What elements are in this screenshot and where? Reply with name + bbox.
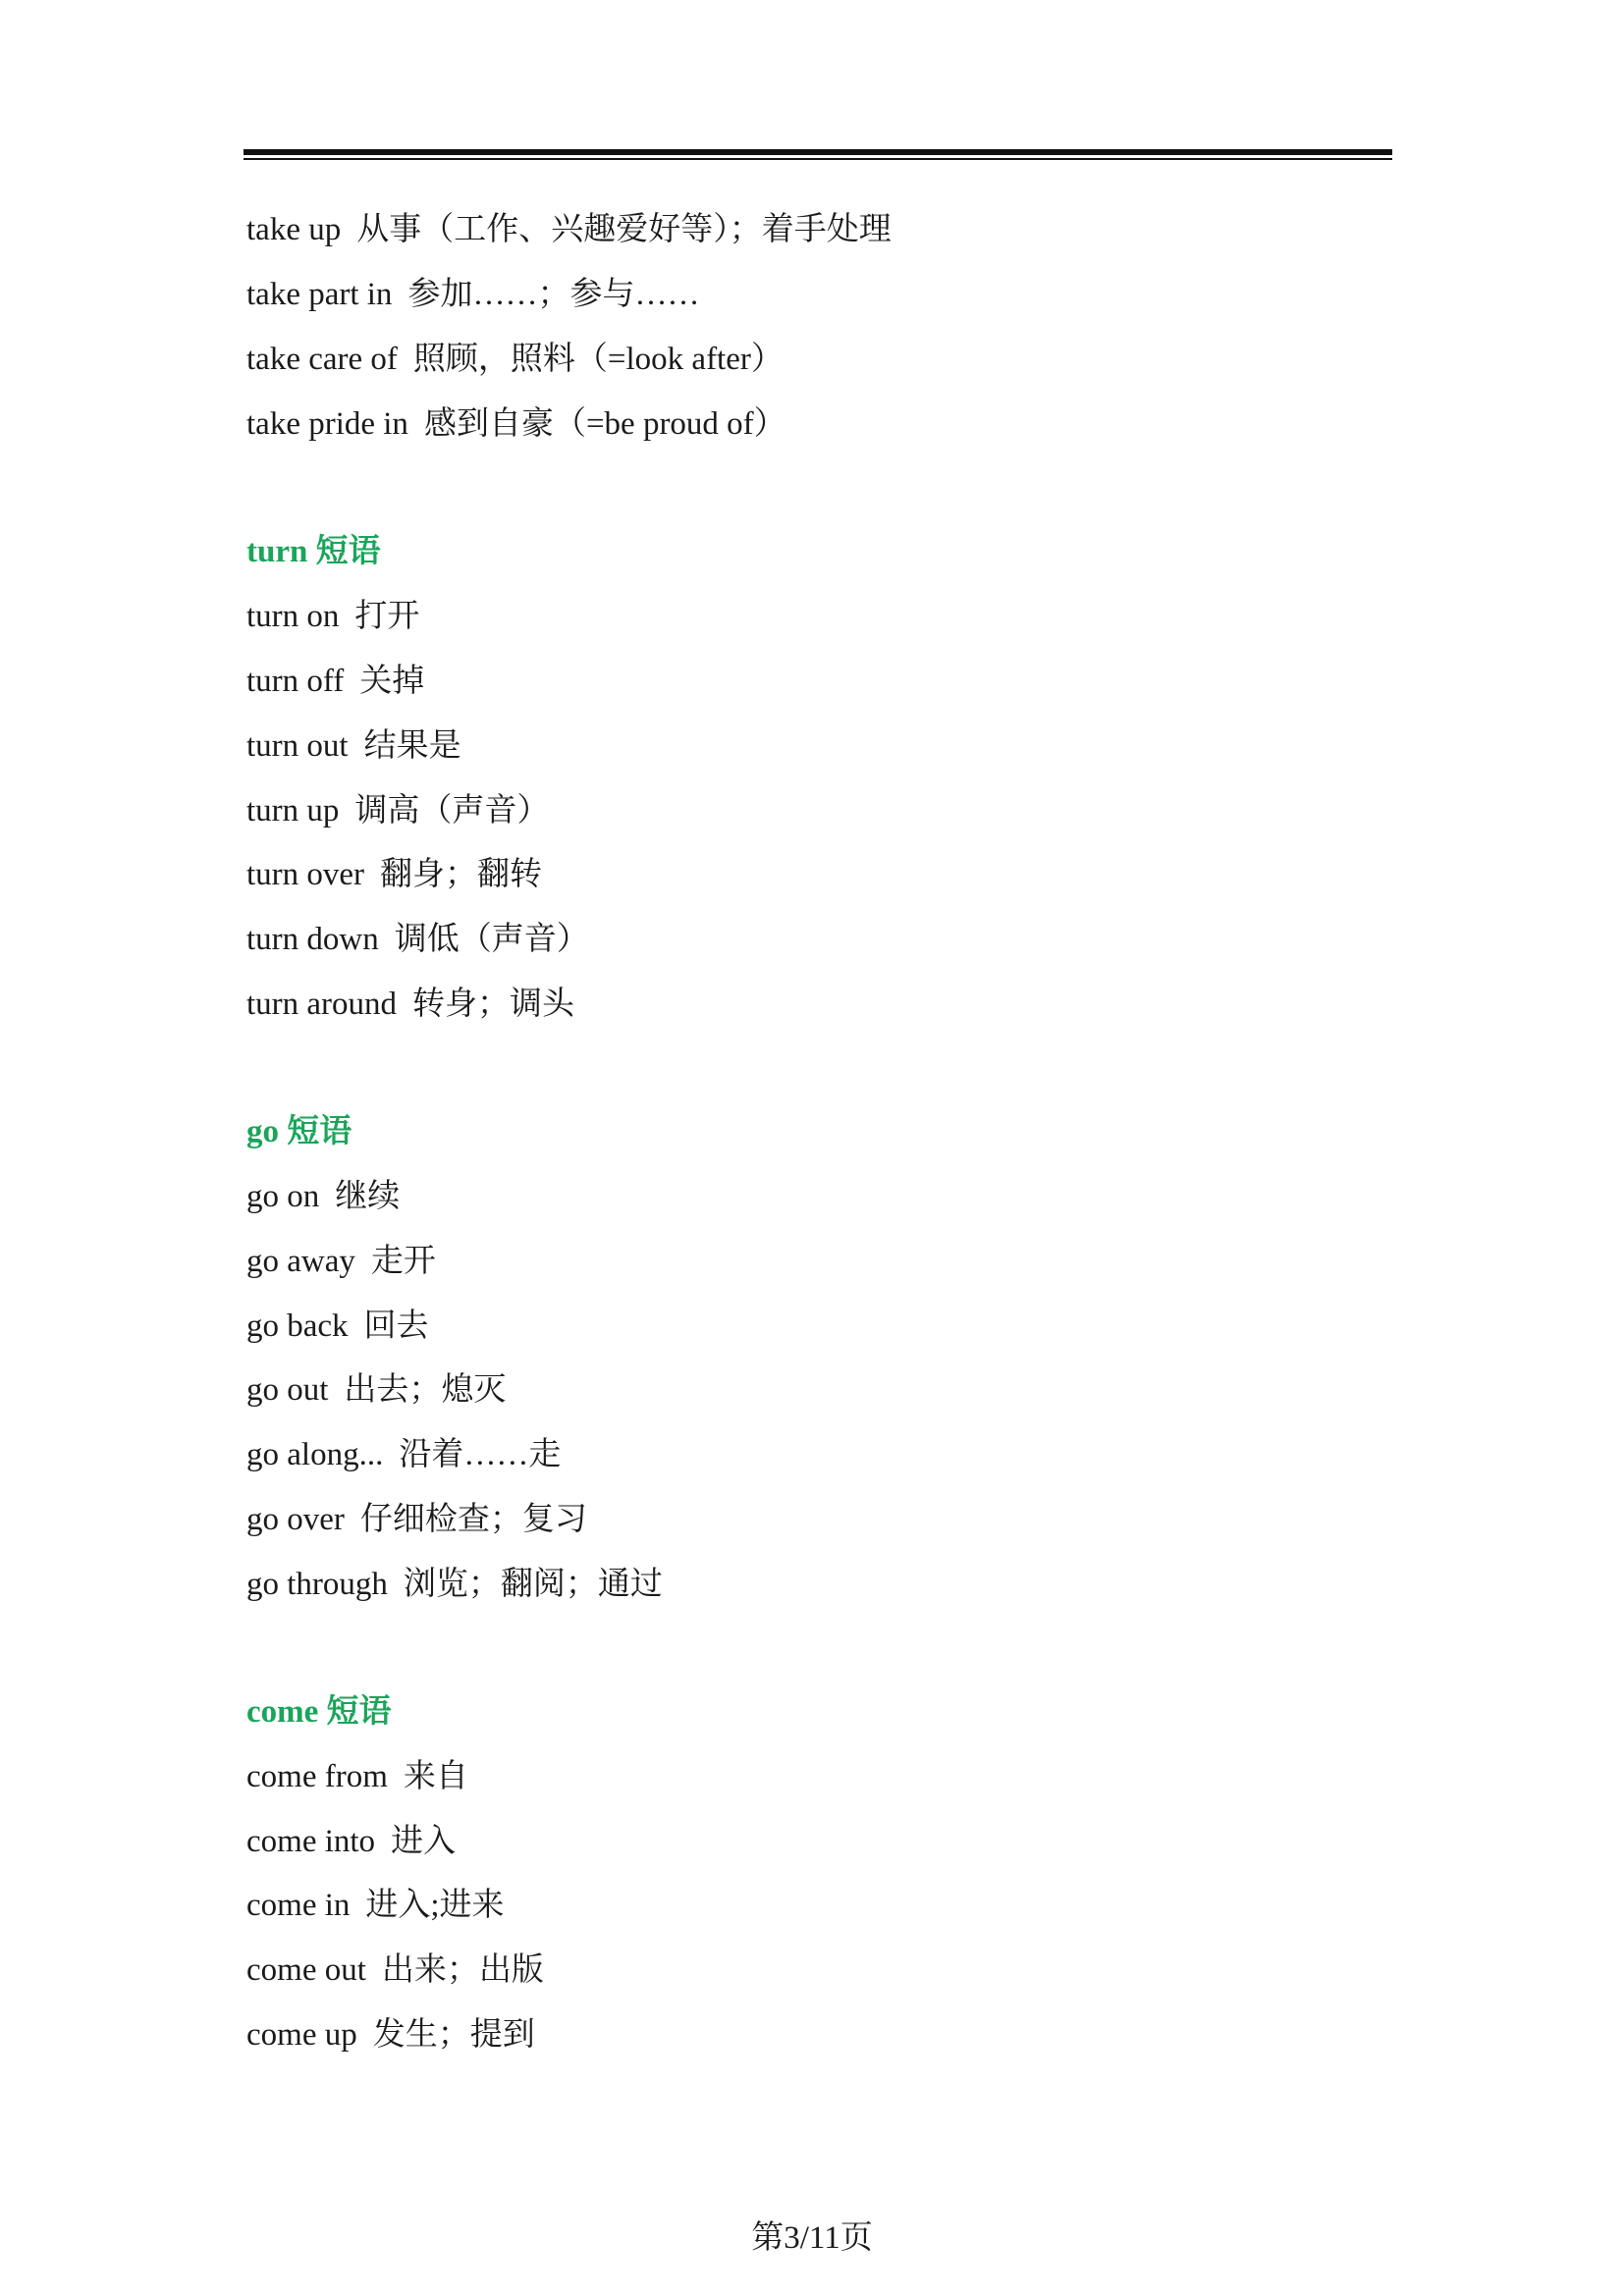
header-rule-thin <box>244 158 1392 160</box>
phrase-line <box>246 1370 506 1410</box>
phrase-english: turn over <box>246 857 365 892</box>
page-number: 第3/11页 <box>751 2220 873 2256</box>
phrase-chinese: 关掉 <box>359 664 425 699</box>
phrase-english: come from <box>246 1759 388 1794</box>
phrase-line <box>246 1950 544 1990</box>
phrase-chinese: 走开 <box>370 1244 436 1279</box>
header-rule <box>244 149 1392 161</box>
phrase-chinese: 发生；提到 <box>372 2017 535 2053</box>
section-heading-go: go 短语 <box>246 1114 352 1149</box>
header-rule-thick <box>244 149 1392 155</box>
phrase-line <box>246 920 589 959</box>
phrase-english: turn on <box>246 599 340 634</box>
phrase-line <box>246 597 419 636</box>
phrase-english: go out <box>246 1372 329 1408</box>
phrase-line <box>246 855 542 894</box>
phrase-chinese: 感到自豪（=be proud of） <box>423 406 786 442</box>
phrase-chinese: 从事（工作、兴趣爱好等）；着手处理 <box>356 212 892 247</box>
phrase-line <box>246 1886 505 1925</box>
phrase-chinese: 调低（声音） <box>394 922 589 957</box>
section-heading-turn: turn 短语 <box>246 534 381 569</box>
phrase-chinese: 参加……；参与…… <box>407 277 700 312</box>
phrase-chinese: 照顾，照料（=look after） <box>412 342 784 377</box>
phrase-line <box>246 985 574 1024</box>
phrase-chinese: 出来；出版 <box>381 1952 544 1988</box>
phrase-english: come in <box>246 1888 351 1923</box>
phrase-english: go on <box>246 1179 320 1214</box>
phrase-line <box>246 1500 587 1539</box>
phrase-english: go away <box>246 1244 355 1279</box>
section-heading-come: come 短语 <box>246 1694 392 1730</box>
phrase-line <box>246 791 549 830</box>
phrase-english: turn around <box>246 987 398 1022</box>
phrase-line <box>246 726 461 766</box>
phrase-english: come into <box>246 1824 376 1859</box>
phrase-english: come out <box>246 1952 366 1988</box>
phrase-line <box>246 1757 468 1796</box>
phrase-chinese: 进入;进来 <box>365 1888 505 1923</box>
phrase-chinese: 仔细检查；复习 <box>359 1502 587 1537</box>
phrase-line <box>246 1822 456 1861</box>
phrase-chinese: 翻身；翻转 <box>380 857 543 892</box>
phrase-english: take pride in <box>246 406 408 442</box>
phrase-english: turn up <box>246 793 340 828</box>
phrase-english: take up <box>246 212 342 247</box>
phrase-line <box>246 1307 429 1346</box>
phrase-chinese: 结果是 <box>363 728 461 764</box>
phrase-chinese: 打开 <box>354 599 420 634</box>
phrase-english: turn off <box>246 664 345 699</box>
phrase-english: go along... <box>246 1437 384 1472</box>
phrase-chinese: 调高（声音） <box>354 793 550 828</box>
phrase-english: come up <box>246 2017 357 2053</box>
phrase-chinese: 沿着……走 <box>399 1437 562 1472</box>
phrase-chinese: 来自 <box>403 1759 468 1794</box>
phrase-line <box>246 1435 561 1474</box>
phrase-chinese: 进入 <box>391 1824 457 1859</box>
phrase-line <box>246 1242 436 1281</box>
phrase-line <box>246 275 699 314</box>
phrase-english: turn out <box>246 728 349 764</box>
phrase-line <box>246 210 892 249</box>
phrase-line <box>246 404 786 444</box>
phrase-line <box>246 340 784 379</box>
phrase-chinese: 转身；调头 <box>412 987 575 1022</box>
phrase-line <box>246 662 424 701</box>
phrase-english: go back <box>246 1308 349 1344</box>
phrase-english: take care of <box>246 342 398 377</box>
phrase-english: go over <box>246 1502 345 1537</box>
phrase-chinese: 回去 <box>363 1308 429 1344</box>
phrase-line <box>246 2015 535 2055</box>
phrase-chinese: 浏览；翻阅；通过 <box>403 1567 663 1602</box>
phrase-english: go through <box>246 1567 388 1602</box>
phrase-line <box>246 1177 400 1216</box>
phrase-line <box>246 1565 663 1604</box>
phrase-english: take part in <box>246 277 393 312</box>
phrase-english: turn down <box>246 922 379 957</box>
phrase-chinese: 出去；熄灭 <box>344 1372 507 1408</box>
phrase-chinese: 继续 <box>335 1179 401 1214</box>
